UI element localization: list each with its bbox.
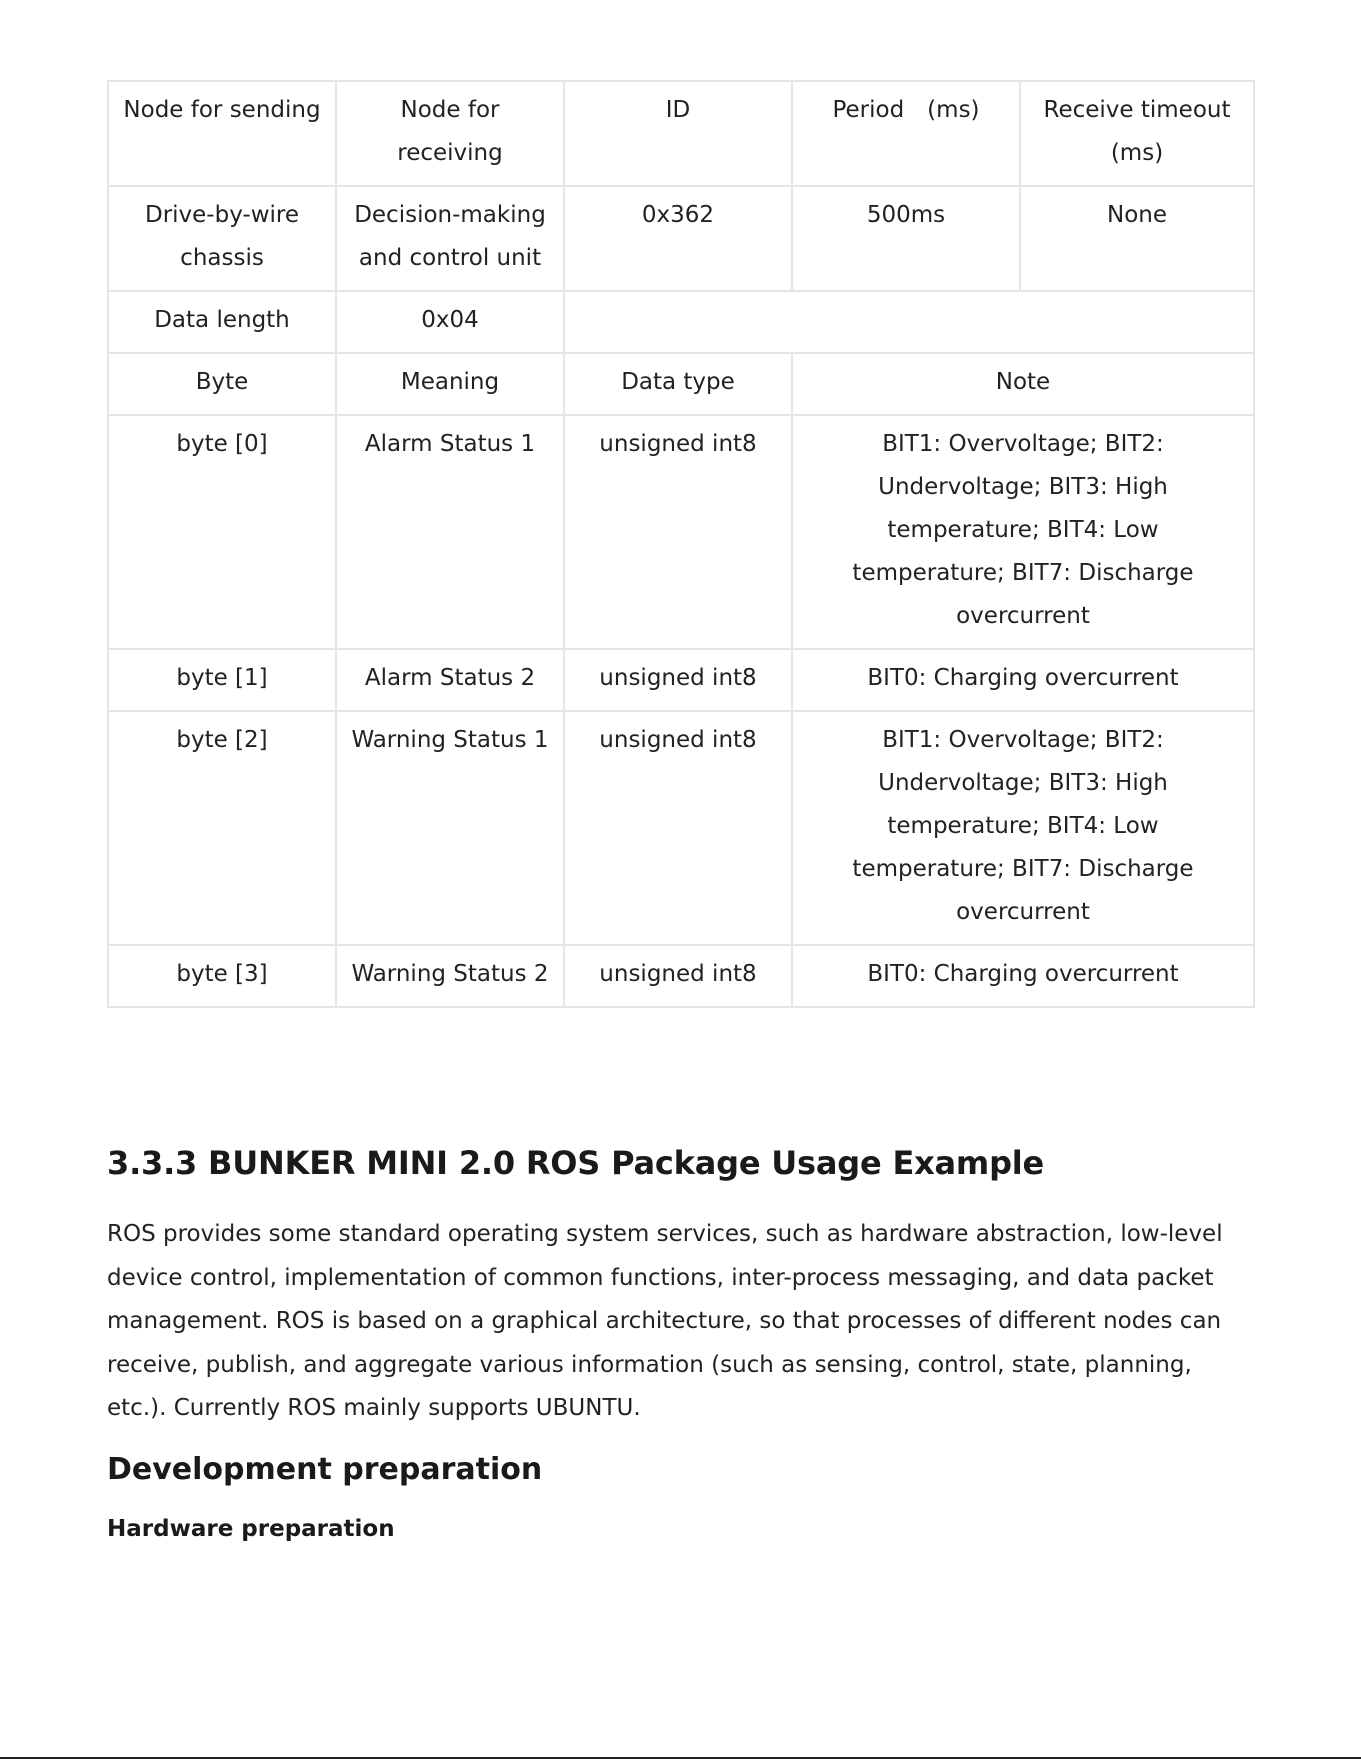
table-cell: 0x04 bbox=[336, 291, 564, 353]
table-cell: Byte bbox=[108, 353, 336, 415]
table-cell: Receive timeout (ms) bbox=[1020, 81, 1254, 186]
section-heading: 3.3.3 BUNKER MINI 2.0 ROS Package Usage Example bbox=[107, 1144, 1045, 1182]
table-cell: BIT1: Overvoltage; BIT2: Undervoltage; BIT3: High temperature; BIT4: Low temperature; BIT7: Discharge overcurrent bbox=[792, 711, 1254, 945]
table-row bbox=[108, 945, 1254, 1007]
table-cell: unsigned int8 bbox=[564, 649, 792, 711]
table-cell: Data type bbox=[564, 353, 792, 415]
table-row bbox=[108, 649, 1254, 711]
table-cell: 500ms bbox=[792, 186, 1020, 291]
table-cell: 0x362 bbox=[564, 186, 792, 291]
table-cell: Warning Status 2 bbox=[336, 945, 564, 1007]
table-cell: byte [2] bbox=[108, 711, 336, 945]
table-row bbox=[108, 186, 1254, 291]
table-row bbox=[108, 415, 1254, 649]
table-cell: Node for sending bbox=[108, 81, 336, 186]
table-cell: Drive-by-wire chassis bbox=[108, 186, 336, 291]
table-cell: unsigned int8 bbox=[564, 711, 792, 945]
footer-divider bbox=[0, 1757, 1361, 1759]
can-message-table bbox=[107, 80, 1255, 1008]
table-header-row bbox=[108, 81, 1254, 186]
table-cell: Node for receiving bbox=[336, 81, 564, 186]
table-cell: BIT0: Charging overcurrent bbox=[792, 945, 1254, 1007]
document-page bbox=[107, 80, 1253, 1544]
table-cell: byte [0] bbox=[108, 415, 336, 649]
table-cell: byte [1] bbox=[108, 649, 336, 711]
table-cell: Meaning bbox=[336, 353, 564, 415]
byte-header-row bbox=[108, 353, 1254, 415]
table-cell: byte [3] bbox=[108, 945, 336, 1007]
table-cell: None bbox=[1020, 186, 1254, 291]
table-cell: Data length bbox=[108, 291, 336, 353]
table-cell: Warning Status 1 bbox=[336, 711, 564, 945]
table-cell: Period (ms) bbox=[792, 81, 1020, 186]
table-cell: BIT0: Charging overcurrent bbox=[792, 649, 1254, 711]
table-cell: Decision-making and control unit bbox=[336, 186, 564, 291]
table-row bbox=[108, 711, 1254, 945]
intro-paragraph: ROS provides some standard operating system services, such as hardware abstraction, low-level device control, implementation of common functions, inter-process messaging, and data packet management. ROS is based on a graphical architecture, so that processes of different nodes can receive, publish, and aggregate various information (such as sensing, control, state, planning, etc.). Currently ROS mainly supports UBUNTU. bbox=[107, 1221, 1223, 1421]
subsubheading: Hardware preparation bbox=[107, 1515, 395, 1542]
table-cell: ID bbox=[564, 81, 792, 186]
table-cell: Alarm Status 1 bbox=[336, 415, 564, 649]
data-length-row bbox=[108, 291, 1254, 353]
table-cell: Alarm Status 2 bbox=[336, 649, 564, 711]
empty-cell bbox=[564, 291, 1254, 353]
table-cell: Note bbox=[792, 353, 1254, 415]
table-cell: unsigned int8 bbox=[564, 415, 792, 649]
table-cell: BIT1: Overvoltage; BIT2: Undervoltage; BIT3: High temperature; BIT4: Low temperature; BIT7: Discharge overcurrent bbox=[792, 415, 1254, 649]
table-cell: unsigned int8 bbox=[564, 945, 792, 1007]
subheading: Development preparation bbox=[107, 1451, 543, 1487]
